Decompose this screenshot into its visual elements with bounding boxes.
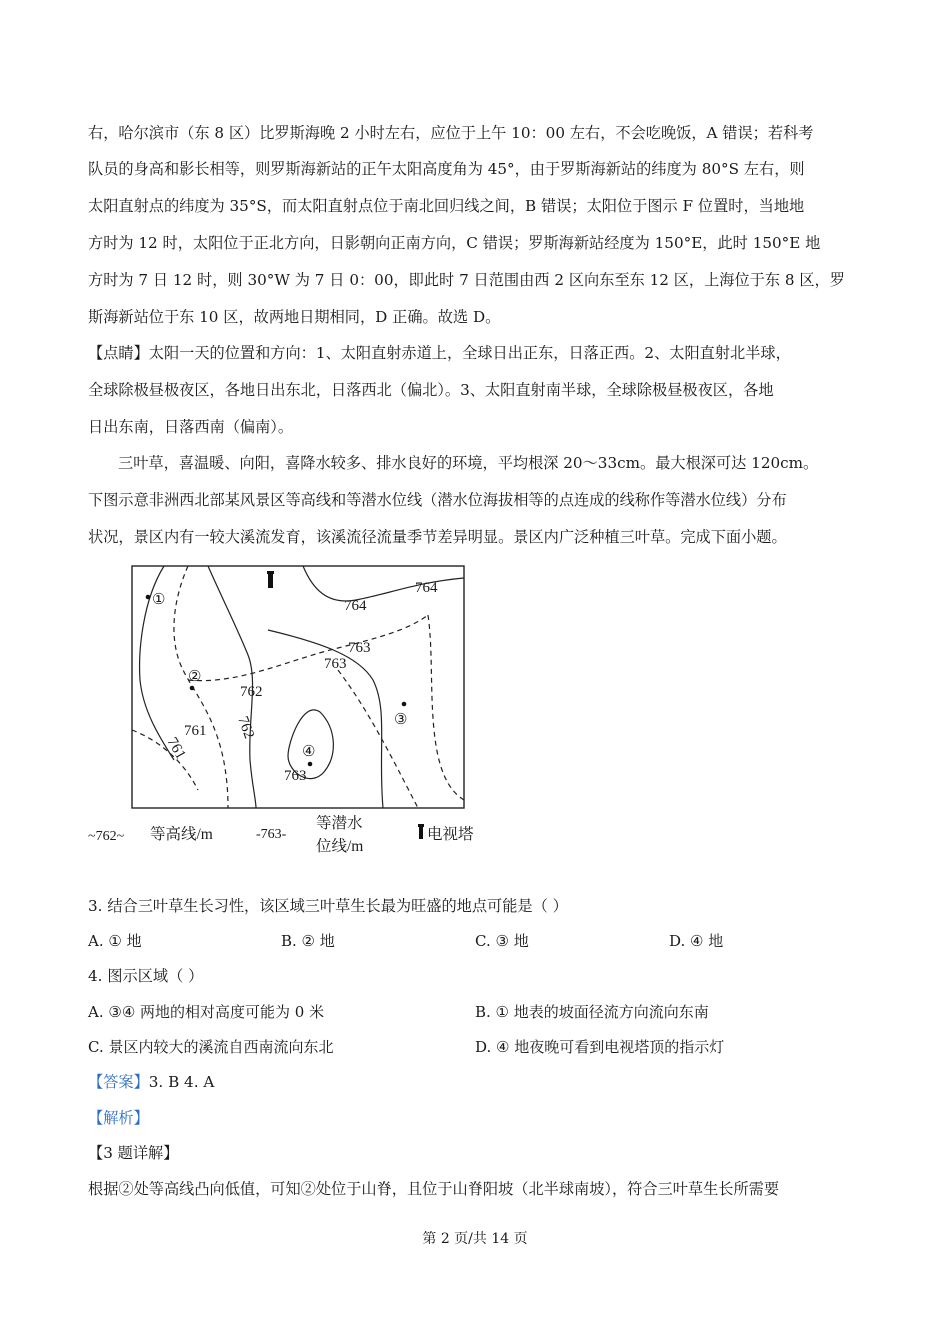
paragraph-line: 方时为 12 时，太阳位于正北方向，日影朝向正南方向，C 错误；罗斯海新站经度为 150°E，此时 150°E 地 [88,234,821,252]
q3-option-c[interactable]: C. ③ 地 [475,932,529,950]
answer-line [88,1072,214,1092]
contour-label: 761 [163,734,189,763]
legend-water-sample: -763- [256,827,287,842]
intro-line: 三叶草，喜温暖、向阳，喜降水较多、排水良好的环境，平均根深 20～33cm。最大根深可达 120cm。 [118,454,819,472]
point-label: ② [188,669,202,685]
question-3-stem: 3. 结合三叶草生长习性，该区域三叶草生长最为旺盛的地点可能是（ ） [88,897,568,915]
paragraph-line: 斯海新站位于东 10 区，故两地日期相同，D 正确。故选 D。 [88,308,501,326]
point-label: ③ [394,712,408,728]
contour-label: 763 [324,656,347,672]
page-footer: 第 2 页/共 14 页 [422,1231,528,1247]
contour-label: 763 [284,768,307,784]
contour-map [88,560,508,860]
contour-label: 762 [240,684,263,700]
analysis-label: 【解析】 [88,1109,149,1127]
tip-line: 全球除极昼极夜区，各地日出东北，日落西北（偏北）。3、太阳直射南半球，全球除极昼极夜区，各地 [88,381,774,399]
point-marker [308,762,313,767]
tip-line: 日出东南，日落西南（偏南）。 [88,418,294,436]
contour-label: 761 [184,723,207,739]
legend-water-line2: 位线/m [316,838,364,855]
legend-water-line1: 等潜水 [316,815,363,832]
point-marker [146,595,151,600]
intro-line: 下图示意非洲西北部某风景区等高线和等潜水位线（潜水位海拔相等的点连成的线称作等潜水位线）分布 [88,491,787,509]
answer-label: 【答案】 [88,1073,149,1091]
question-4-stem: 4. 图示区域（ ） [88,967,204,985]
legend-tower: 电视塔 [427,826,474,843]
legend-contour-sample: ~762~ [88,829,125,844]
detail-label: 【3 题详解】 [88,1144,179,1162]
detail-text: 根据②处等高线凸向低值，可知②处位于山脊，且位于山脊阳坡（北半球南坡），符合三叶草生长所需要 [88,1180,780,1198]
contour-label: 762 [234,714,257,741]
point-label: ④ [302,744,316,760]
q4-option-d[interactable]: D. ④ 地夜晚可看到电视塔顶的指示灯 [475,1038,725,1056]
answer-text: 3. B 4. A [148,1073,215,1091]
q4-option-c[interactable]: C. 景区内较大的溪流自西南流向东北 [88,1038,334,1056]
tip-text: 太阳一天的位置和方向：1、太阳直射赤道上，全球日出正东，日落正西。2、太阳直射北半球， [148,344,791,362]
paragraph-line: 队员的身高和影长相等，则罗斯海新站的正午太阳高度角为 45°，由于罗斯海新站的纬度为 80°S 左右，则 [88,160,805,178]
point-marker [402,702,407,707]
paragraph-line: 方时为 7 日 12 时，则 30°W 为 7 日 0：00，即此时 7 日范围由西 2 区向东至东 12 区，上海位于东 8 区，罗 [88,271,845,289]
tip-line [88,343,791,363]
q3-option-d[interactable]: D. ④ 地 [669,932,724,950]
paragraph-line: 太阳直射点的纬度为 35°S，而太阳直射点位于南北回归线之间，B 错误；太阳位于图示 F 位置时，当地地 [88,197,805,215]
contour-label: 764 [344,598,367,614]
q3-option-b[interactable]: B. ② 地 [281,932,335,950]
intro-line: 状况，景区内有一较大溪流发育，该溪流径流量季节差异明显。景区内广泛种植三叶草。完成下面小题。 [88,528,787,546]
legend-contour: 等高线/m [150,826,213,843]
tip-label: 【点睛】 [88,344,149,362]
q4-option-a[interactable]: A. ③④ 两地的相对高度可能为 0 米 [88,1003,325,1021]
legend-tower-icon [418,824,424,839]
point-marker [190,686,195,691]
point-label: ① [152,592,166,608]
q3-option-a[interactable]: A. ① 地 [88,932,142,950]
tv-tower-icon [267,571,274,588]
q4-option-b[interactable]: B. ① 地表的坡面径流方向流向东南 [475,1003,709,1021]
paragraph-line: 右，哈尔滨市（东 8 区）比罗斯海晚 2 小时左右，应位于上午 10：00 左右，不会吃晚饭，A 错误；若科考 [88,124,814,142]
contour-label: 763 [348,640,371,656]
contour-label: 764 [415,580,438,596]
